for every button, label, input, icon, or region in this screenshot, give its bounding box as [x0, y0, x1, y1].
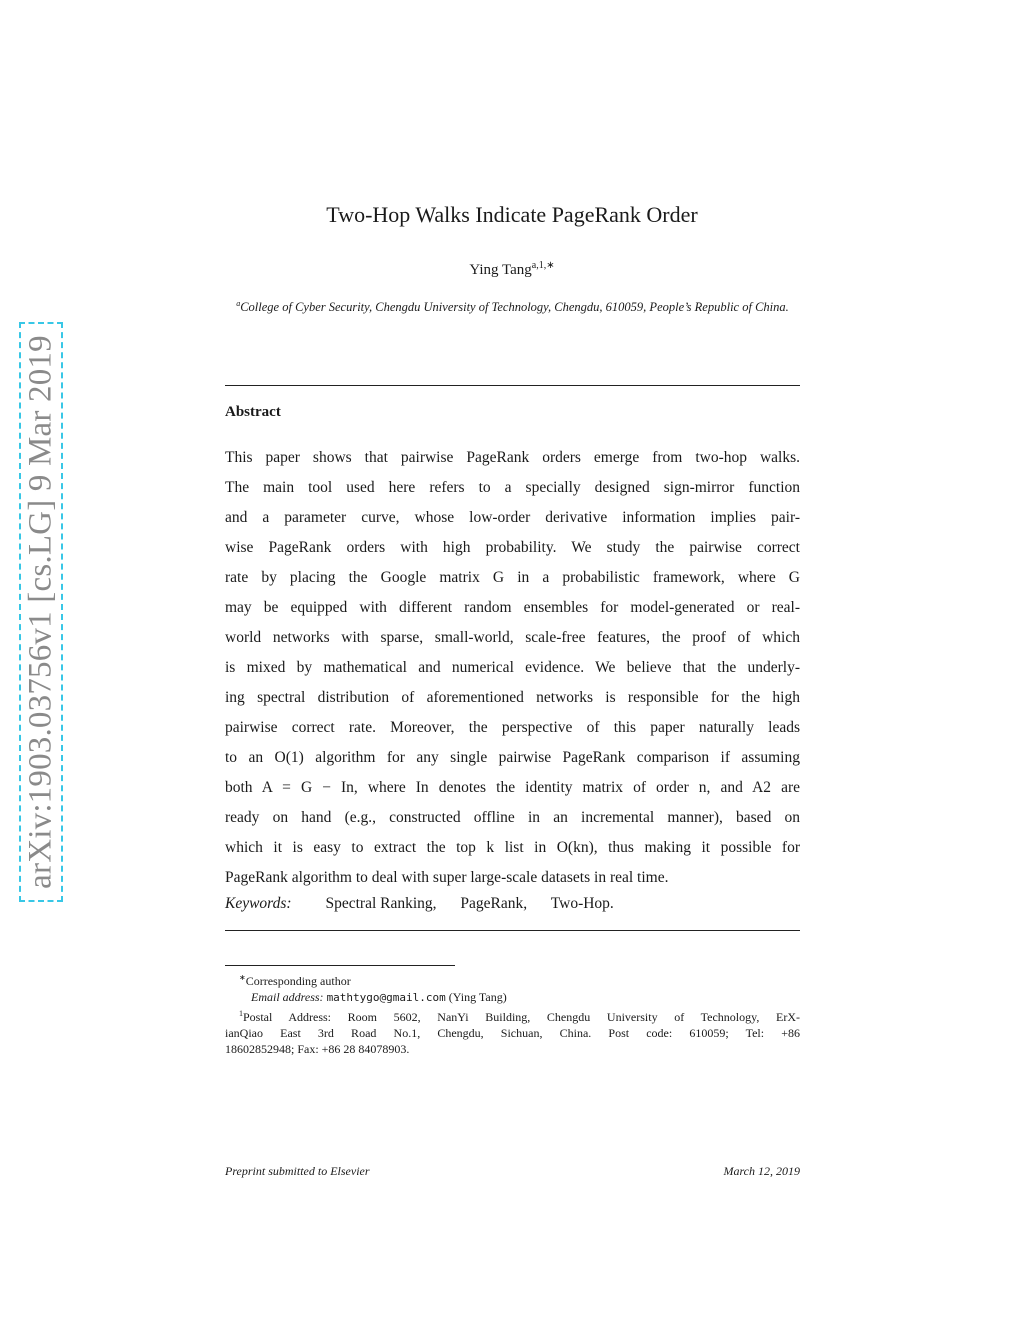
abstract-line: is mixed by mathematical and numerical evidence. We believe that the underly-: [225, 659, 800, 676]
affiliation-text: College of Cyber Security, Chengdu University of Technology, Chengdu, 610059, People’s Republic of China.: [240, 300, 789, 315]
keywords-label: Keywords:: [225, 895, 292, 912]
abstract-body: [225, 443, 800, 893]
affiliation-mark: a: [236, 299, 241, 308]
keyword: Two-Hop.: [550, 895, 614, 912]
footnote-mark: ∗: [239, 973, 246, 982]
arxiv-stamp: [19, 322, 63, 902]
email-label: Email address:: [251, 990, 324, 1004]
keyword: Spectral Ranking,: [325, 895, 437, 912]
abstract-top-rule: [225, 385, 800, 386]
abstract-line: and a parameter curve, whose low-order derivative information implies pair-: [225, 509, 800, 526]
footnote-rule: [225, 965, 455, 966]
paper-title: Two-Hop Walks Indicate PageRank Order: [326, 202, 698, 227]
email-name: (Ying Tang): [448, 990, 507, 1004]
arxiv-id: arXiv:1903.03756v1 [cs.LG] 9 Mar 2019: [22, 335, 59, 889]
abstract-bottom-rule: [225, 930, 800, 931]
abstract-line: The main tool used here refers to a specially designed sign-mirror function: [225, 479, 800, 496]
abstract-line: may be equipped with different random ensembles for model-generated or real-: [225, 599, 800, 616]
footnote-text: Corresponding author: [245, 974, 351, 988]
abstract-line: world networks with sparse, small-world, scale-free features, the proof of which: [225, 629, 800, 646]
abstract-line: both A = G − In, where In denotes the identity matrix of order n, and A2 are: [225, 779, 800, 796]
keyword: PageRank,: [460, 895, 528, 912]
footer-date: March 12, 2019: [723, 1164, 800, 1178]
abstract-line: PageRank algorithm to deal with super large-scale datasets in real time.: [225, 869, 669, 886]
abstract-line: pairwise correct rate. Moreover, the perspective of this paper naturally leads: [225, 719, 800, 736]
email-address[interactable]: mathtygo@gmail.com: [326, 991, 446, 1004]
abstract-line: This paper shows that pairwise PageRank orders emerge from two-hop walks.: [225, 449, 800, 466]
footnote-postal: [225, 1006, 800, 1025]
postal-line: 18602852948; Fax: +86 28 84078903.: [225, 1042, 410, 1056]
postal-line: ianQiao East 3rd Road No.1, Chengdu, Sichuan, China. Post code: 610059; Tel: +86: [225, 1026, 800, 1040]
author-marks: a,1,∗: [531, 260, 555, 271]
author-line: [0, 260, 1024, 279]
keywords: [225, 895, 634, 913]
abstract-line: rate by placing the Google matrix G in a probabilistic framework, where G: [225, 569, 800, 586]
abstract-line: ready on hand (e.g., constructed offline in an incremental manner), based on: [225, 809, 800, 826]
footnote-mark: 1: [239, 1009, 243, 1018]
abstract-line: which it is easy to extract the top k list in O(kn), thus making it possible for: [225, 839, 800, 856]
footnote-email: [225, 989, 800, 1006]
footnote-corresponding: [225, 970, 800, 989]
author-name: Ying Tang: [469, 262, 532, 278]
abstract-heading: Abstract: [225, 404, 281, 420]
affiliation: [225, 296, 800, 315]
footnotes: [225, 970, 800, 1057]
abstract-line: wise PageRank orders with high probability. We study the pairwise correct: [225, 539, 800, 556]
footer-preprint: Preprint submitted to Elsevier: [225, 1164, 370, 1178]
abstract-line: ing spectral distribution of aforementioned networks is responsible for the high: [225, 689, 800, 706]
postal-line: Postal Address: Room 5602, NanYi Building, Chengdu University of Technology, ErX-: [243, 1010, 800, 1024]
abstract-line: to an O(1) algorithm for any single pairwise PageRank comparison if assuming: [225, 749, 800, 766]
